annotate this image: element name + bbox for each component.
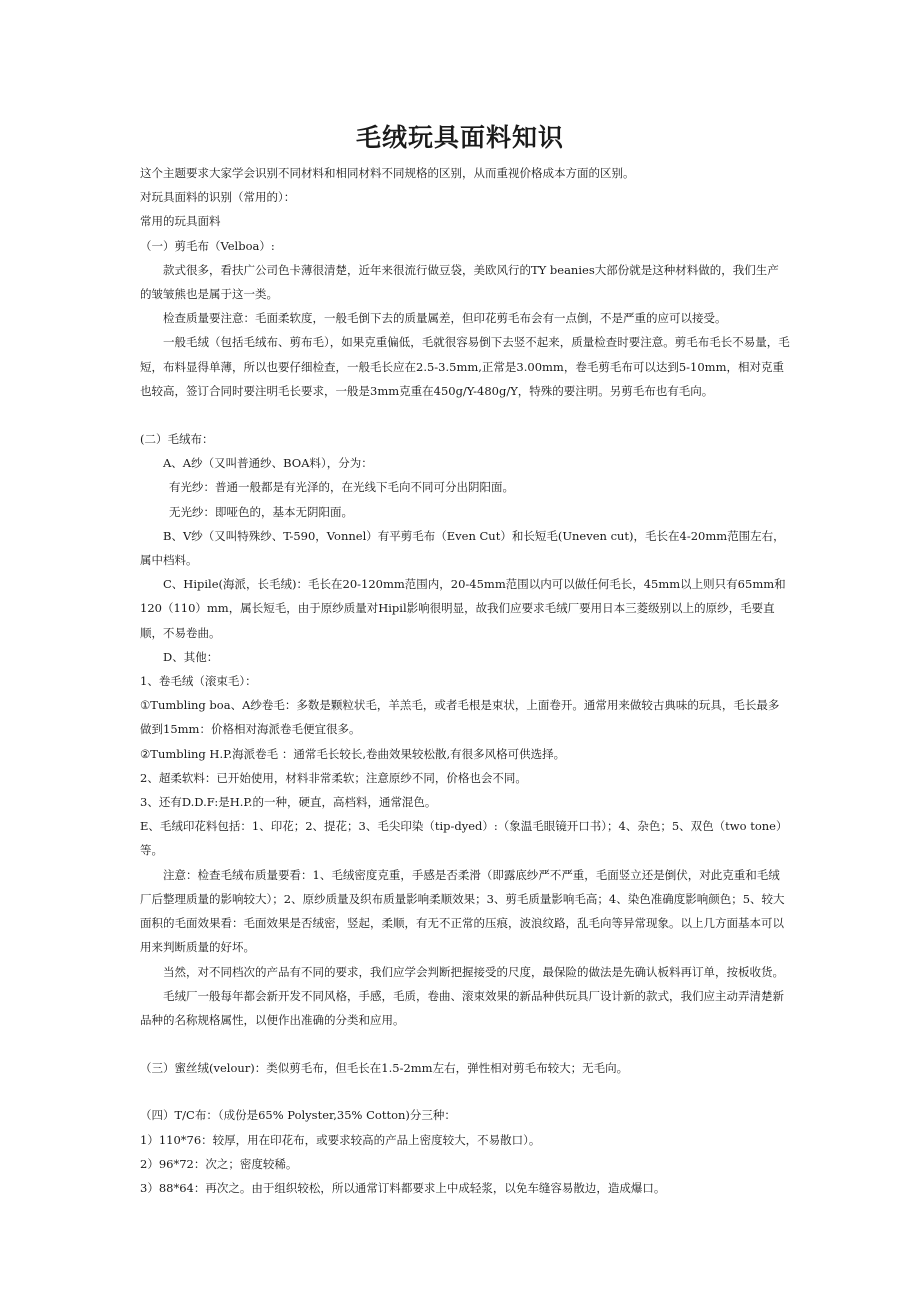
paragraph: 对玩具面料的识别（常用的）： bbox=[140, 190, 296, 205]
list-item: B、V纱（又叫特殊纱、T-590，Vonnel）有平剪毛布（Even Cut）和长短毛(Uneven cut)，毛长在4-20mm范围左右，属中档料。 bbox=[140, 528, 785, 568]
section-heading-velboa: （一）剪毛布（Velboa）: bbox=[140, 238, 275, 253]
list-item: 无光纱：即哑色的，基本无阴阳面。 bbox=[169, 504, 353, 519]
list-item: ①Tumbling boa、A纱卷毛：多数是颗粒状毛，羊羔毛，或者毛根是束状，上面卷开。通常用来做较古典味的玩具，毛长最多做到15mm：价格相对海派卷毛便宜很多。 bbox=[140, 698, 780, 737]
list-item: 3）88*64：再次之。由于组织较松，所以通常订料都要求上中成轻浆，以免车缝容易散边，造成爆口。 bbox=[140, 1180, 666, 1195]
list-item: 2、超柔软料：已开始使用，材料非常柔软；注意原纱不同，价格也会不同。 bbox=[140, 770, 527, 785]
paragraph: 一般毛绒（包括毛绒布、剪布毛），如果克重偏低，毛就很容易倒下去竖不起来，质量检查时要注意。剪毛布毛长不易量，毛短，布料显得单薄，所以也要仔细检查，一般毛长应在2.5-3.5mm,正常是3.00mm，卷毛剪毛布可以达到5-10mm，相对克重也较高，签订合同时要注明毛长要求，一般是3mm克重在450g/Y-480g/Y，特殊的要注明。另剪毛布也有毛向。 bbox=[140, 335, 790, 398]
list-item: 有光纱：普通一般都是有光泽的，在光线下毛向不同可分出阴阳面。 bbox=[169, 480, 514, 495]
list-item: 1）110*76：较厚，用在印花布，或要求较高的产品上密度较大，不易散口）。 bbox=[140, 1132, 541, 1147]
document-body bbox=[140, 161, 790, 1200]
list-item: D、其他： bbox=[163, 649, 219, 664]
section-heading-plush: (二）毛绒布： bbox=[140, 432, 214, 447]
paragraph: 常用的玩具面料 bbox=[140, 214, 221, 229]
list-item: E、毛绒印花料包括：1、印花；2、提花；3、毛尖印染（tip-dyed）:（象温毛眼镜开口书）；4、杂色；5、双色（two tone）等。 bbox=[140, 819, 788, 858]
list-item: 3、还有D.D.F:是H.P.的一种，硬直，高档料，通常混色。 bbox=[140, 795, 437, 810]
section-heading-velour: （三）蜜丝绒(velour)：类似剪毛布，但毛长在1.5-2mm左右，弹性相对剪毛布较大；无毛向。 bbox=[140, 1061, 629, 1076]
list-item: 1、卷毛绒（滚束毛）： bbox=[140, 674, 257, 689]
section-heading-tc-fabric: （四）T/C布：（成份是65% Polyster,35% Cotton)分三种： bbox=[140, 1108, 456, 1123]
list-item: 2）96*72：次之；密度较稀。 bbox=[140, 1156, 298, 1171]
list-item: C、Hipile(海派，长毛绒)：毛长在20-120mm范围内，20-45mm范围以内可以做任何毛长，45mm以上则只有65mm和120（110）mm，属长短毛，由于原纱质量对Hipil影响很明显，故我们应要求毛绒厂要用日本三菱级别以上的原纱，毛要直顺，不易卷曲。 bbox=[140, 577, 786, 640]
paragraph: 款式很多，看扶广公司色卡薄很清楚，近年来很流行做豆袋，美欧风行的TY beanies大部份就是这种材料做的，我们生产的皱皱熊也是属于这一类。 bbox=[140, 262, 779, 302]
list-item: ②Tumbling H.P.海派卷毛 ：通常毛长较长,卷曲效果较松散,有很多风格可供选择。 bbox=[140, 746, 566, 761]
document-title: 毛绒玩具面料知识 bbox=[355, 123, 564, 152]
paragraph: 毛绒厂一般每年都会新开发不同风格，手感，毛质，卷曲、滚束效果的新品种供玩具厂设计新的款式，我们应主动弄清楚新品种的名称规格属性，以便作出准确的分类和应用。 bbox=[140, 988, 784, 1027]
paragraph: 注意：检查毛绒布质量要看：1、毛绒密度克重，手感是否柔滑（即露底纱严不严重，毛面竖立还是倒伏，对此克重和毛绒厂后整理质量的影响较大）；2、原纱质量及织布质量影响柔顺效果；3、剪毛质量影响毛高；4、染色准确度影响颜色；5、较大面积的毛面效果看：毛面效果是否绒密，竖起，柔顺，有无不正常的压痕，波浪纹路，乱毛向等异常现象。以上几方面基本可以用来判断质量的好坏。 bbox=[140, 867, 785, 955]
list-item: A、A纱（又叫普通纱、BOA料），分为： bbox=[163, 456, 373, 471]
intro-paragraph: 这个主题要求大家学会识别不同材料和相同材料不同规格的区别，从而重视价格成本方面的区别。 bbox=[140, 166, 635, 180]
paragraph: 检查质量要注意：毛面柔软度，一般毛倒下去的质量属差，但印花剪毛布会有一点倒，不是严重的应可以接受。 bbox=[163, 311, 727, 326]
paragraph: 当然，对不同档次的产品有不同的要求，我们应学会判断把握接受的尺度，最保险的做法是先确认板料再订单，按板收货。 bbox=[163, 964, 784, 979]
